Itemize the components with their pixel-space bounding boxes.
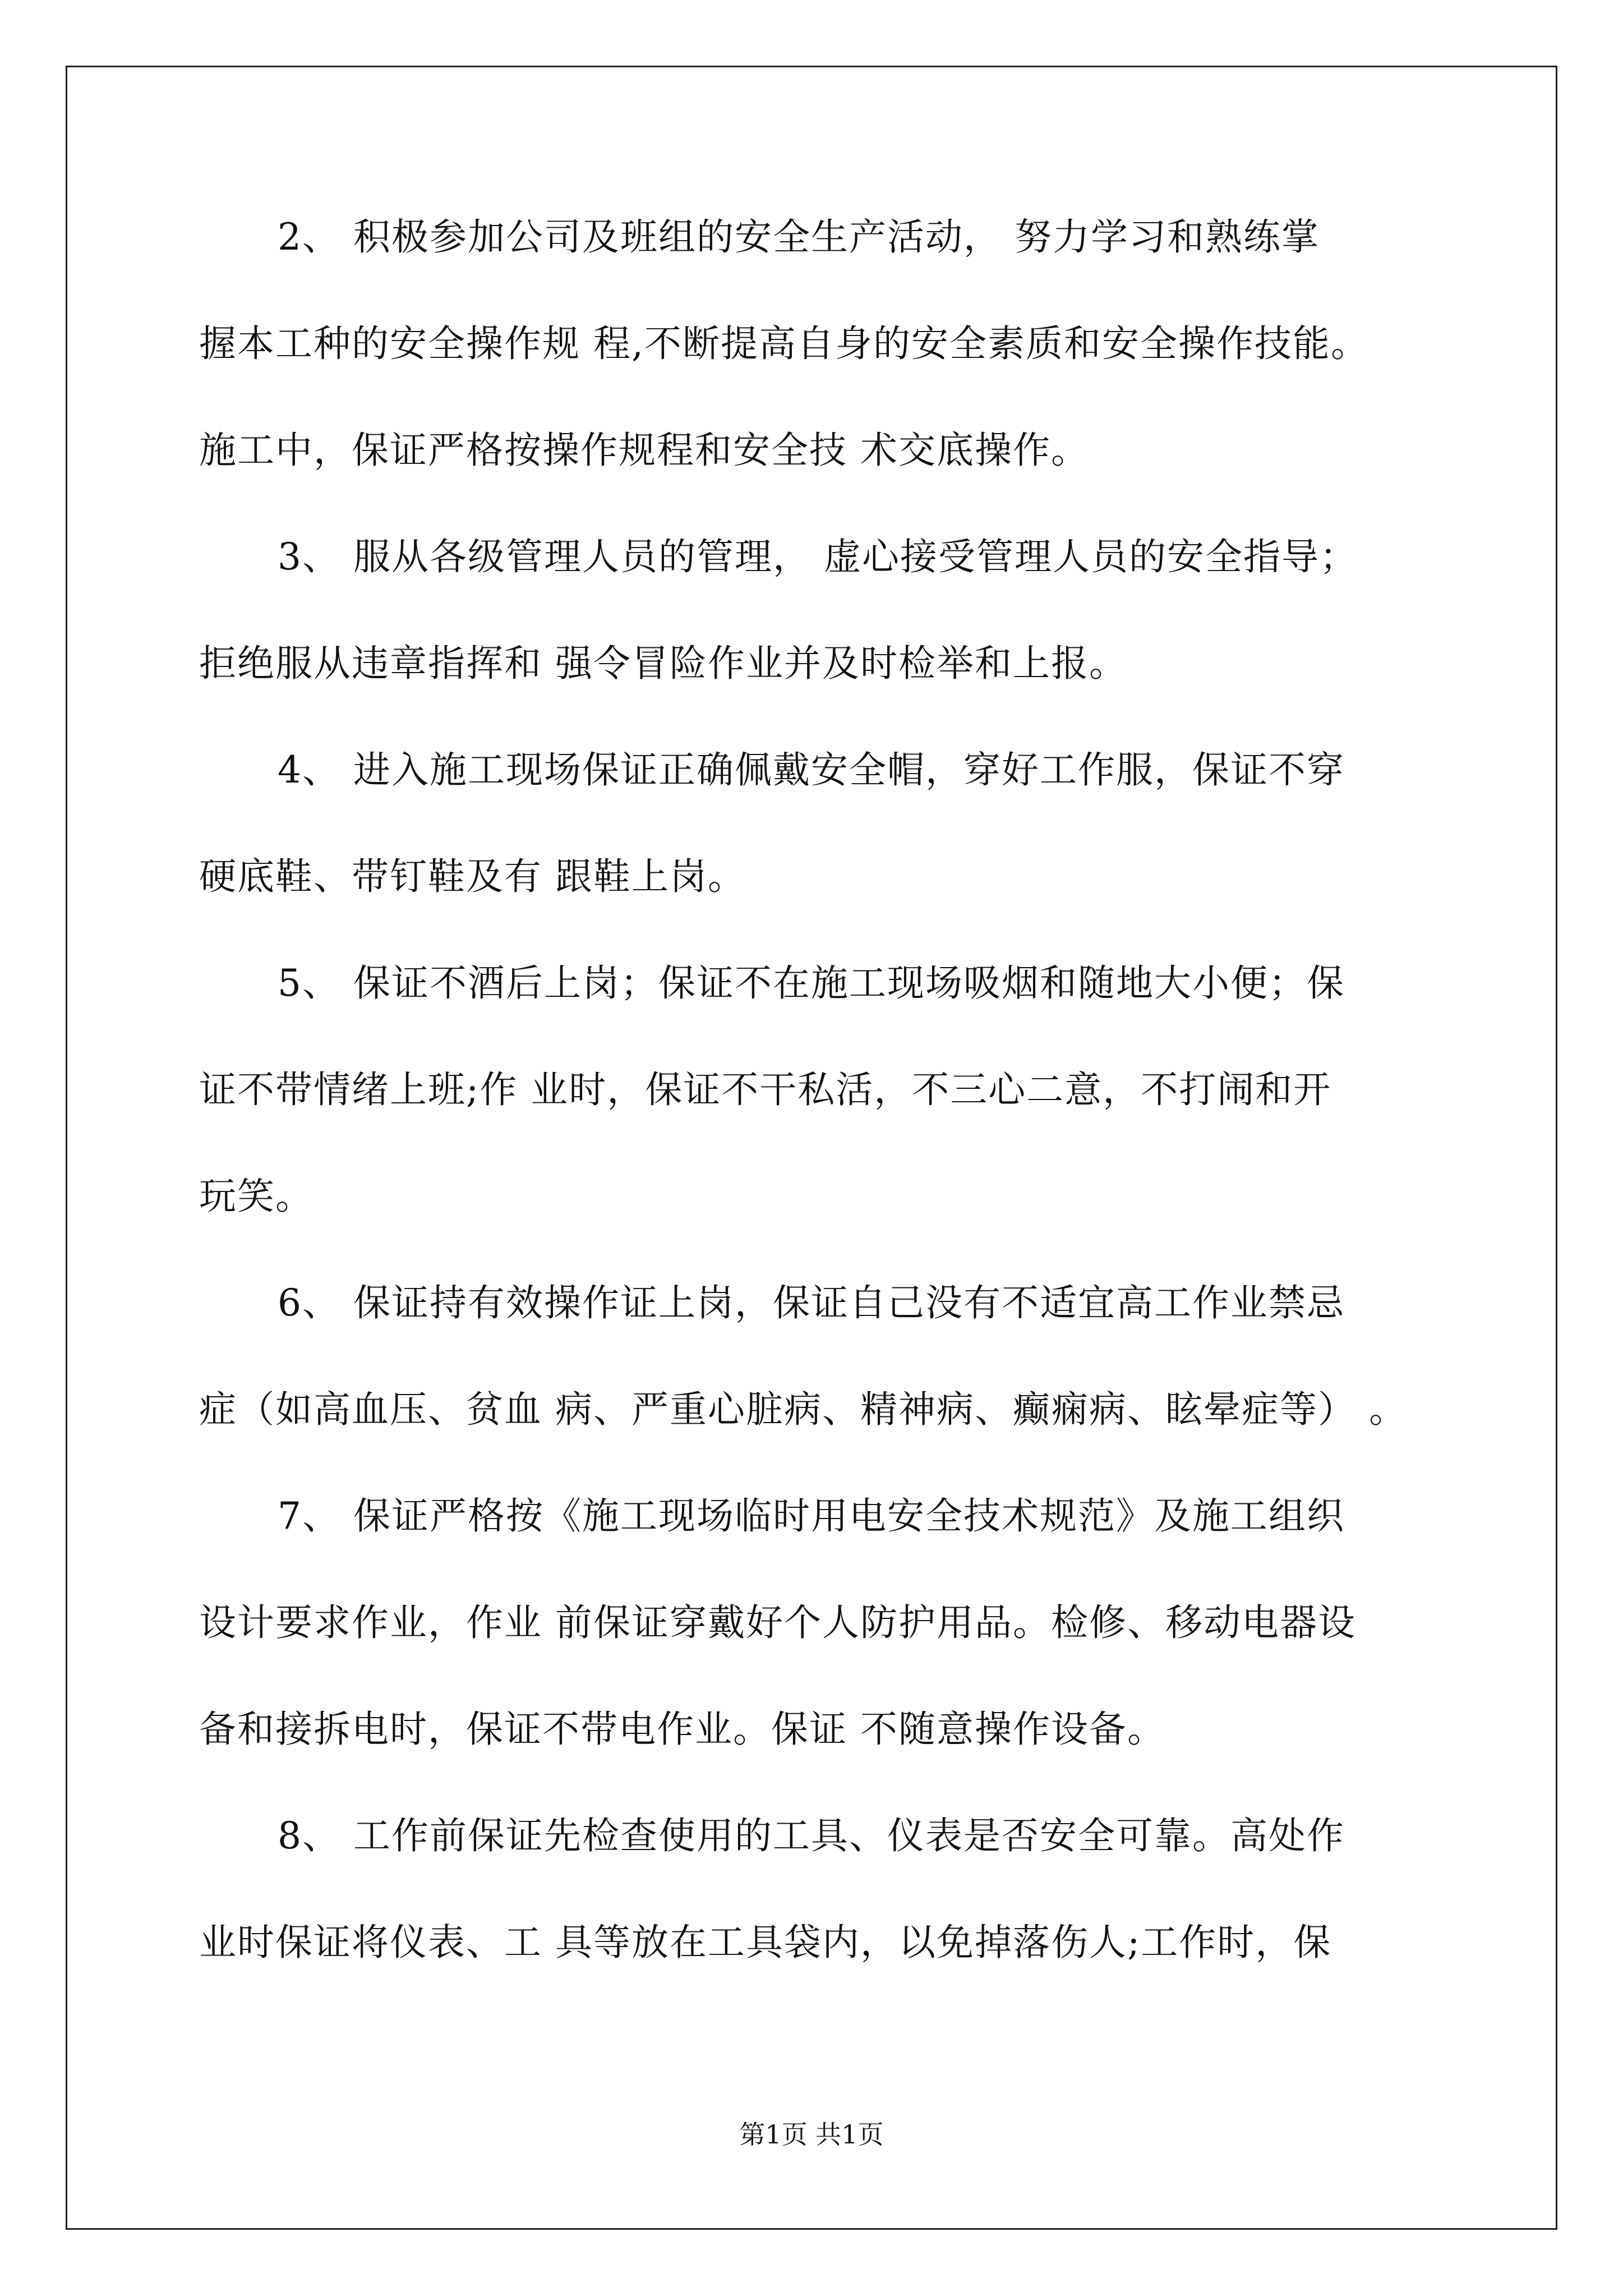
text-line-15: 备和接拆电时，保证不带电作业。保证 不随意操作设备。 [199, 1708, 1165, 1751]
text-line-5: 拒绝服从违章指挥和 强令冒险作业并及时检举和上报。 [199, 642, 1127, 685]
document-body [199, 215, 1495, 2031]
text-line-4: 3、 服从各级管理人员的管理， 虚心接受管理人员的安全指导； [278, 535, 1358, 578]
text-line-13: 7、 保证严格按《施工现场临时用电安全技术规范》及施工组织 [278, 1494, 1345, 1538]
text-line-1: 2、 积极参加公司及班组的安全生产活动， 努力学习和熟练掌 [278, 215, 1320, 259]
text-line-8: 5、 保证不酒后上岗；保证不在施工现场吸烟和随地大小便；保 [278, 961, 1345, 1005]
text-line-7: 硬底鞋、带钉鞋及有 跟鞋上岗。 [199, 855, 746, 898]
text-line-2: 握本工种的安全操作规 程,不断提高自身的安全素质和安全操作技能。 [199, 322, 1369, 365]
text-line-16: 8、 工作前保证先检查使用的工具、仪表是否安全可靠。高处作 [278, 1814, 1345, 1857]
text-line-10: 玩笑。 [199, 1175, 313, 1218]
text-line-17: 业时保证将仪表、工 具等放在工具袋内，以免掉落伤人;工作时，保 [199, 1921, 1332, 1964]
text-line-14: 设计要求作业，作业 前保证穿戴好个人防护用品。检修、移动电器设 [199, 1601, 1356, 1644]
page-footer: 第1页 共1页 [739, 2119, 884, 2150]
text-line-12: 症（如高血压、贫血 病、严重心脏病、精神病、癫痫病、眩晕症等） 。 [199, 1388, 1407, 1431]
text-line-6: 4、 进入施工现场保证正确佩戴安全帽，穿好工作服，保证不穿 [278, 748, 1345, 792]
text-line-3: 施工中，保证严格按操作规程和安全技 术交底操作。 [199, 429, 1089, 472]
text-line-11: 6、 保证持有效操作证上岗，保证自己没有不适宜高工作业禁忌 [278, 1281, 1345, 1324]
text-line-9: 证不带情绪上班;作 业时，保证不干私活，不三心二意，不打闹和开 [199, 1068, 1332, 1111]
